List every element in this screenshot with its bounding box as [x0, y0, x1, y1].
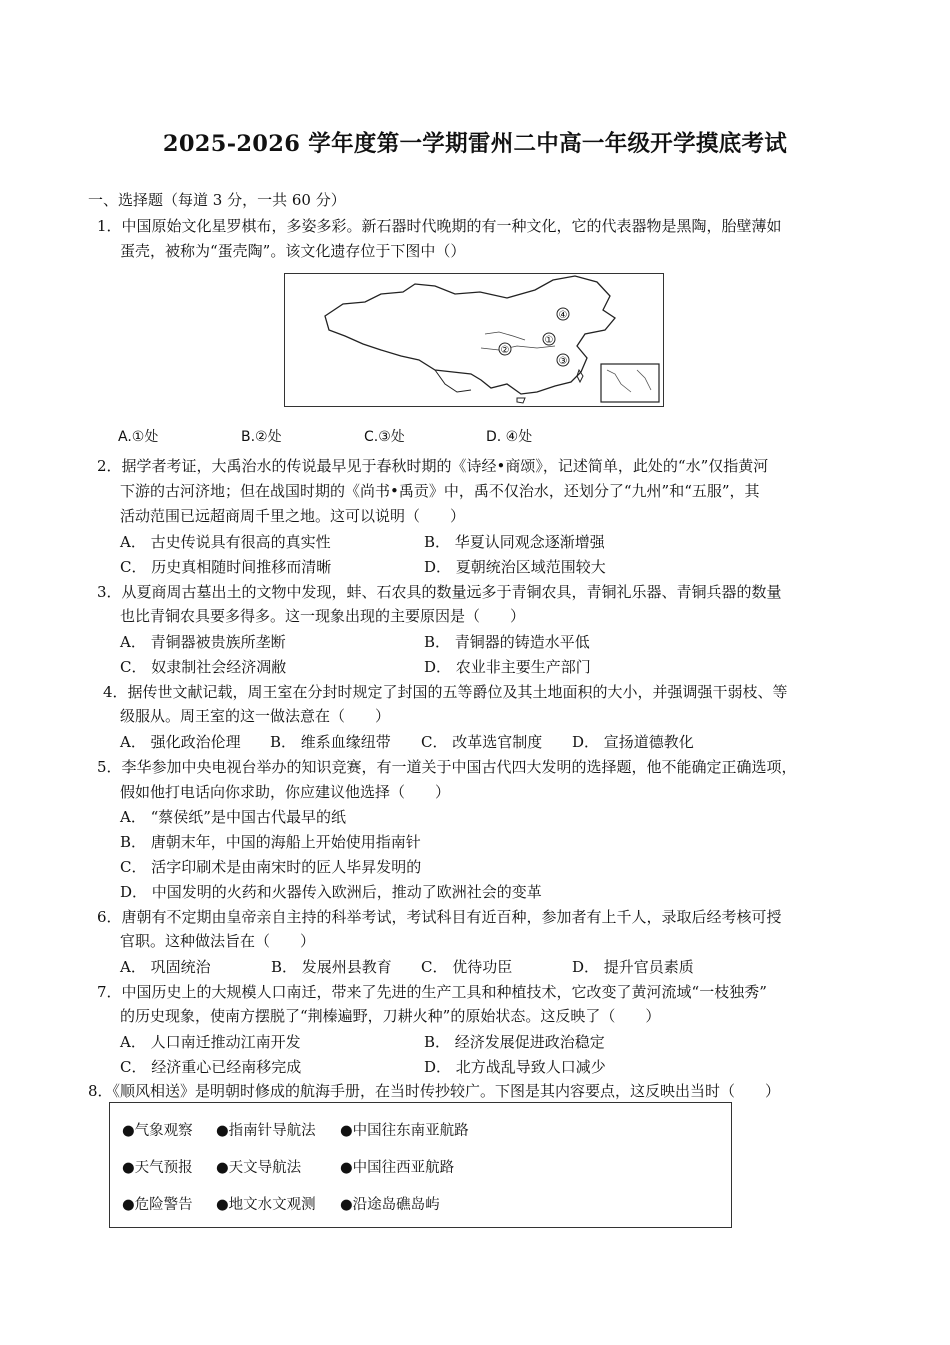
q8-line-1: 8．《顺风相送》是明朝时修成的航海手册，在当时传抄较广。下图是其内容要点，这反映出当时（ ）: [88, 1082, 781, 1100]
svg-text:④: ④: [558, 310, 568, 321]
china-map-svg: [285, 274, 662, 405]
q5-option-b[interactable]: B． 唐朝末年，中国的海船上开始使用指南针: [120, 833, 421, 851]
exam-title: 2025-2026 学年度第一学期雷州二中高一年级开学摸底考试: [162, 131, 788, 157]
map-marker-3: [557, 354, 569, 367]
q7-option-b[interactable]: B． 经济发展促进政治稳定: [424, 1033, 605, 1051]
q2-option-a[interactable]: A． 古史传说具有很高的真实性: [120, 533, 331, 551]
svg-text:②: ②: [500, 345, 510, 356]
q1-option-c[interactable]: C.③处: [364, 429, 405, 445]
q4-option-b[interactable]: B． 维系血缘纽带: [270, 733, 391, 751]
q5-option-c[interactable]: C． 活字印刷术是由南宋时的匠人毕昇发明的: [120, 858, 422, 876]
q1-option-b[interactable]: B.②处: [241, 429, 282, 445]
q8-box-item: ●指南针导航法: [216, 1123, 316, 1139]
q8-box-item: ●沿途岛礁岛屿: [340, 1197, 440, 1213]
q5-option-a[interactable]: A． “蔡侯纸”是中国古代最早的纸: [120, 808, 346, 826]
q4-line-1: 4．据传世文献记载，周王室在分封时规定了封国的五等爵位及其土地面积的大小，并强调强干弱枝、等: [103, 683, 788, 701]
map-marker-1: [543, 333, 555, 346]
q1-line-1: 1．中国原始文化星罗棋布，多姿多彩。新石器时代晚期的有一种文化，它的代表器物是黑陶，胎壁薄如: [97, 217, 782, 235]
q7-option-a[interactable]: A． 人口南迁推动江南开发: [120, 1033, 301, 1051]
q2-option-d[interactable]: D． 夏朝统治区域范围较大: [424, 558, 606, 576]
q3-option-c[interactable]: C． 奴隶制社会经济凋敝: [120, 658, 287, 676]
china-outline: [325, 276, 615, 394]
q8-box-item: ●中国往西亚航路: [340, 1160, 455, 1176]
q8-box-item: ●中国往东南亚航路: [340, 1123, 469, 1139]
svg-text:①: ①: [544, 335, 554, 346]
q3-option-d[interactable]: D． 农业非主要生产部门: [424, 658, 591, 676]
q8-box-item: ●天文导航法: [216, 1160, 302, 1176]
q8-box-item: ●天气预报: [122, 1160, 193, 1176]
q2-line-2: 下游的古河济地；但在战国时期的《尚书•禹贡》中，禹不仅治水，还划分了“九州”和“五服”，其: [120, 482, 760, 500]
q3-option-a[interactable]: A． 青铜器被贵族所垄断: [120, 633, 286, 651]
q8-box-item: ●气象观察: [122, 1123, 193, 1139]
q4-option-a[interactable]: A． 强化政治伦理: [120, 733, 241, 751]
section-heading: 一、选择题（每道 3 分，一共 60 分）: [88, 191, 346, 209]
q6-line-2: 官职。这种做法旨在（ ）: [120, 932, 316, 950]
q4-option-c[interactable]: C． 改革选官制度: [421, 733, 543, 751]
south-china-sea-inset: [601, 364, 659, 402]
hainan-island: [517, 398, 525, 403]
q3-line-2: 也比青铜农具要多得多。这一现象出现的主要原因是（ ）: [120, 607, 526, 625]
q7-option-d[interactable]: D． 北方战乱导致人口减少: [424, 1058, 606, 1076]
q3-line-1: 3．从夏商周古墓出土的文物中发现，蚌、石农具的数量远多于青铜农具，青铜礼乐器、青铜兵器的数量: [97, 583, 782, 601]
q6-option-c[interactable]: C． 优待功臣: [421, 958, 513, 976]
q4-line-2: 级服从。周王室的这一做法意在（ ）: [120, 707, 391, 725]
q7-line-2: 的历史现象，使南方摆脱了“荆榛遍野，刀耕火种”的原始状态。这反映了（ ）: [120, 1007, 661, 1025]
q1-option-d[interactable]: D. ④处: [486, 429, 533, 445]
q5-line-1: 5．李华参加中央电视台举办的知识竞赛，有一道关于中国古代四大发明的选择题，他不能确定正确选项，: [97, 758, 797, 776]
q2-option-b[interactable]: B． 华夏认同观念逐渐增强: [424, 533, 605, 551]
svg-text:③: ③: [558, 356, 568, 367]
q7-option-c[interactable]: C． 经济重心已经南移完成: [120, 1058, 302, 1076]
q3-option-b[interactable]: B． 青铜器的铸造水平低: [424, 633, 590, 651]
q2-line-3: 活动范围已远超商周千里之地。这可以说明（ ）: [120, 507, 466, 525]
q6-line-1: 6．唐朝有不定期由皇帝亲自主持的科举考试，考试科目有近百种，参加者有上千人，录取后经考核可授: [97, 908, 782, 926]
q4-option-d[interactable]: D． 宣扬道德教化: [572, 733, 694, 751]
q6-option-a[interactable]: A． 巩固统治: [120, 958, 211, 976]
q1-line-2: 蛋壳，被称为“蛋壳陶”。该文化遗存位于下图中（）: [120, 242, 466, 260]
q5-option-d[interactable]: D． 中国发明的火药和火器传入欧洲后，推动了欧洲社会的变革: [120, 883, 542, 901]
china-map-figure: [284, 273, 664, 407]
q8-content-box: [109, 1102, 732, 1228]
q6-option-b[interactable]: B． 发展州县教育: [271, 958, 392, 976]
q8-box-item: ●危险警告: [122, 1197, 193, 1213]
q2-option-c[interactable]: C． 历史真相随时间推移而清晰: [120, 558, 332, 576]
q1-option-a[interactable]: A.①处: [118, 429, 159, 445]
map-marker-2: [499, 343, 511, 356]
q5-line-2: 假如他打电话向你求助，你应建议他选择（ ）: [120, 783, 451, 801]
q6-option-d[interactable]: D． 提升官员素质: [572, 958, 694, 976]
q2-line-1: 2．据学者考证，大禹治水的传说最早见于春秋时期的《诗经•商颂》，记述简单，此处的“水”仅指黄河: [97, 457, 769, 475]
map-marker-4: [557, 308, 569, 321]
q8-box-item: ●地文水文观测: [216, 1197, 316, 1213]
q7-line-1: 7．中国历史上的大规模人口南迁，带来了先进的生产工具和种植技术，它改变了黄河流域“一枝独秀”: [97, 983, 767, 1001]
